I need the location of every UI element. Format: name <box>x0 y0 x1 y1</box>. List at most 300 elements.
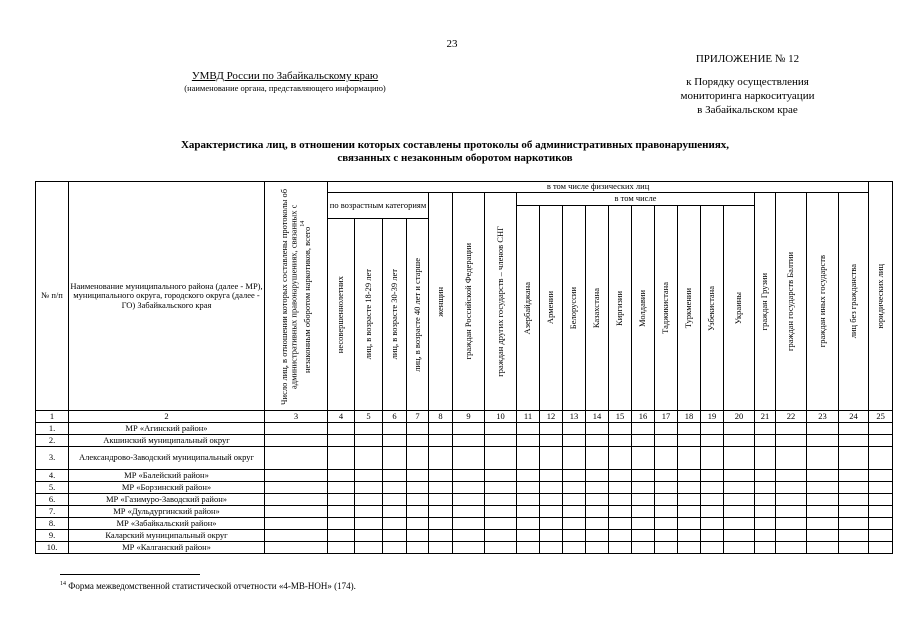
data-cell[interactable] <box>563 506 586 518</box>
header-age-group: по возрастным категориям <box>328 193 429 219</box>
data-cell[interactable] <box>724 542 755 554</box>
data-cell[interactable] <box>485 435 517 447</box>
data-cell[interactable] <box>586 542 609 554</box>
data-cell[interactable] <box>485 530 517 542</box>
data-cell[interactable] <box>839 423 869 435</box>
data-cell[interactable] <box>453 542 485 554</box>
data-cell[interactable] <box>453 447 485 470</box>
data-cell[interactable] <box>586 518 609 530</box>
data-cell[interactable] <box>407 435 429 447</box>
data-cell[interactable] <box>563 494 586 506</box>
data-cell[interactable] <box>839 447 869 470</box>
data-cell[interactable] <box>678 494 701 506</box>
data-cell[interactable] <box>776 435 807 447</box>
data-cell[interactable] <box>517 447 540 470</box>
data-cell[interactable] <box>586 494 609 506</box>
data-cell[interactable] <box>453 423 485 435</box>
data-cell[interactable] <box>807 542 839 554</box>
data-cell[interactable] <box>776 542 807 554</box>
data-cell[interactable] <box>776 530 807 542</box>
header-other: граждан иных государств <box>807 193 839 411</box>
data-cell[interactable] <box>407 470 429 482</box>
data-cell[interactable] <box>755 470 776 482</box>
data-cell[interactable] <box>540 494 563 506</box>
data-cell[interactable] <box>869 542 893 554</box>
data-cell[interactable] <box>755 542 776 554</box>
column-number: 1 <box>36 411 69 423</box>
data-cell[interactable] <box>540 423 563 435</box>
table-row <box>36 423 893 435</box>
data-cell[interactable] <box>776 447 807 470</box>
footnote <box>60 581 356 591</box>
data-cell[interactable] <box>540 506 563 518</box>
data-cell[interactable] <box>632 494 655 506</box>
table-row <box>36 482 893 494</box>
data-cell[interactable] <box>265 506 328 518</box>
column-number: 17 <box>655 411 678 423</box>
data-cell[interactable] <box>355 423 383 435</box>
data-cell[interactable] <box>383 494 407 506</box>
data-cell[interactable] <box>807 494 839 506</box>
data-cell[interactable] <box>453 494 485 506</box>
column-number: 16 <box>632 411 655 423</box>
data-cell[interactable] <box>328 423 355 435</box>
data-cell[interactable] <box>540 447 563 470</box>
data-cell[interactable] <box>655 530 678 542</box>
data-cell[interactable] <box>355 470 383 482</box>
data-cell[interactable] <box>540 482 563 494</box>
data-cell[interactable] <box>429 447 453 470</box>
header-georgia: граждан Грузии <box>755 193 776 411</box>
data-cell[interactable] <box>632 470 655 482</box>
data-cell[interactable] <box>485 470 517 482</box>
page-number: 23 <box>446 38 458 50</box>
data-cell[interactable] <box>869 518 893 530</box>
data-cell[interactable] <box>407 447 429 470</box>
data-cell[interactable] <box>678 518 701 530</box>
data-cell[interactable] <box>701 482 724 494</box>
data-cell[interactable] <box>609 518 632 530</box>
footnote-number: 14 <box>60 581 66 587</box>
data-cell[interactable] <box>755 482 776 494</box>
data-cell[interactable] <box>755 423 776 435</box>
column-number: 24 <box>839 411 869 423</box>
organization-name: УМВД России по Забайкальскому краю <box>191 70 379 82</box>
data-cell[interactable] <box>429 518 453 530</box>
data-cell[interactable] <box>655 482 678 494</box>
data-cell[interactable] <box>429 506 453 518</box>
data-cell[interactable] <box>517 470 540 482</box>
data-cell[interactable] <box>869 494 893 506</box>
organization-block <box>150 70 420 94</box>
data-cell[interactable] <box>407 518 429 530</box>
data-cell[interactable] <box>485 423 517 435</box>
data-cell[interactable] <box>632 482 655 494</box>
data-cell[interactable] <box>701 494 724 506</box>
data-cell[interactable] <box>655 542 678 554</box>
data-cell[interactable] <box>807 435 839 447</box>
column-number: 7 <box>407 411 429 423</box>
data-cell[interactable] <box>540 542 563 554</box>
data-cell[interactable] <box>839 435 869 447</box>
data-cell[interactable] <box>839 542 869 554</box>
appendix-text <box>650 75 845 117</box>
data-cell[interactable] <box>485 447 517 470</box>
data-cell[interactable] <box>755 494 776 506</box>
data-cell[interactable] <box>383 447 407 470</box>
data-cell[interactable] <box>517 435 540 447</box>
data-cell[interactable] <box>265 435 328 447</box>
data-cell[interactable] <box>517 518 540 530</box>
data-cell[interactable] <box>586 530 609 542</box>
data-cell[interactable] <box>609 494 632 506</box>
data-cell[interactable] <box>724 447 755 470</box>
data-cell[interactable] <box>655 470 678 482</box>
data-cell[interactable] <box>517 423 540 435</box>
data-cell[interactable] <box>328 542 355 554</box>
row-number: 8. <box>36 518 69 530</box>
data-cell[interactable] <box>807 530 839 542</box>
column-number: 6 <box>383 411 407 423</box>
column-numbers-row <box>36 411 893 423</box>
data-cell[interactable] <box>407 482 429 494</box>
data-cell[interactable] <box>328 470 355 482</box>
column-number: 11 <box>517 411 540 423</box>
data-cell[interactable] <box>328 435 355 447</box>
data-cell[interactable] <box>540 435 563 447</box>
data-cell[interactable] <box>609 470 632 482</box>
data-cell[interactable] <box>563 447 586 470</box>
data-cell[interactable] <box>869 435 893 447</box>
data-cell[interactable] <box>485 506 517 518</box>
data-cell[interactable] <box>807 423 839 435</box>
data-cell[interactable] <box>632 423 655 435</box>
data-cell[interactable] <box>328 506 355 518</box>
data-cell[interactable] <box>869 530 893 542</box>
header-rf: граждан Российской Федерации <box>453 193 485 411</box>
data-cell[interactable] <box>724 530 755 542</box>
footnote-separator <box>60 574 200 575</box>
data-cell[interactable] <box>265 530 328 542</box>
data-cell[interactable] <box>755 447 776 470</box>
data-cell[interactable] <box>328 530 355 542</box>
column-number: 15 <box>609 411 632 423</box>
data-cell[interactable] <box>724 423 755 435</box>
data-cell[interactable] <box>609 447 632 470</box>
data-cell[interactable] <box>701 435 724 447</box>
data-cell[interactable] <box>383 530 407 542</box>
row-district-name: МР «Забайкальский район» <box>69 518 265 530</box>
statistics-table <box>35 181 893 554</box>
data-cell[interactable] <box>755 435 776 447</box>
data-cell[interactable] <box>586 447 609 470</box>
row-district-name: Акшинский муниципальный округ <box>69 435 265 447</box>
data-cell[interactable] <box>701 542 724 554</box>
column-number: 10 <box>485 411 517 423</box>
header-ukraine: Украины <box>724 206 755 411</box>
data-cell[interactable] <box>586 470 609 482</box>
table-row <box>36 542 893 554</box>
data-cell[interactable] <box>328 447 355 470</box>
header-age-18-29: лиц, в возрасте 18-29 лет <box>355 219 383 411</box>
data-cell[interactable] <box>776 470 807 482</box>
data-cell[interactable] <box>328 482 355 494</box>
data-cell[interactable] <box>517 506 540 518</box>
data-cell[interactable] <box>355 494 383 506</box>
data-cell[interactable] <box>383 542 407 554</box>
data-cell[interactable] <box>755 530 776 542</box>
data-cell[interactable] <box>678 542 701 554</box>
data-cell[interactable] <box>869 506 893 518</box>
column-number: 12 <box>540 411 563 423</box>
data-cell[interactable] <box>563 518 586 530</box>
row-number: 6. <box>36 494 69 506</box>
data-cell[interactable] <box>265 470 328 482</box>
column-number: 23 <box>807 411 839 423</box>
data-cell[interactable] <box>383 518 407 530</box>
data-cell[interactable] <box>517 542 540 554</box>
column-number: 14 <box>586 411 609 423</box>
data-cell[interactable] <box>383 423 407 435</box>
data-cell[interactable] <box>586 482 609 494</box>
data-cell[interactable] <box>807 482 839 494</box>
data-cell[interactable] <box>655 494 678 506</box>
data-cell[interactable] <box>632 518 655 530</box>
data-cell[interactable] <box>517 482 540 494</box>
data-cell[interactable] <box>655 506 678 518</box>
document-title <box>60 139 850 165</box>
data-cell[interactable] <box>265 447 328 470</box>
data-cell[interactable] <box>563 470 586 482</box>
data-cell[interactable] <box>563 530 586 542</box>
data-cell[interactable] <box>678 530 701 542</box>
column-number: 18 <box>678 411 701 423</box>
data-cell[interactable] <box>776 506 807 518</box>
data-cell[interactable] <box>429 423 453 435</box>
data-cell[interactable] <box>839 530 869 542</box>
data-cell[interactable] <box>485 542 517 554</box>
data-cell[interactable] <box>355 530 383 542</box>
data-cell[interactable] <box>701 518 724 530</box>
data-cell[interactable] <box>328 494 355 506</box>
data-cell[interactable] <box>655 423 678 435</box>
row-district-name: Александрово-Заводский муниципальный округ <box>69 447 265 470</box>
data-cell[interactable] <box>776 518 807 530</box>
header-tajikistan: Таджикистана <box>655 206 678 411</box>
data-cell[interactable] <box>678 482 701 494</box>
data-cell[interactable] <box>724 518 755 530</box>
data-cell[interactable] <box>632 542 655 554</box>
title-line: связанных с незаконным оборотом наркотиков <box>337 152 573 164</box>
data-cell[interactable] <box>265 542 328 554</box>
data-cell[interactable] <box>807 470 839 482</box>
data-cell[interactable] <box>355 506 383 518</box>
data-cell[interactable] <box>429 435 453 447</box>
appendix-line: в Забайкальском крае <box>697 104 798 116</box>
data-cell[interactable] <box>755 506 776 518</box>
data-cell[interactable] <box>678 447 701 470</box>
row-district-name: МР «Калганский район» <box>69 542 265 554</box>
data-cell[interactable] <box>355 447 383 470</box>
data-cell[interactable] <box>517 530 540 542</box>
data-cell[interactable] <box>586 435 609 447</box>
data-cell[interactable] <box>724 506 755 518</box>
row-district-name: Каларский муниципальный округ <box>69 530 265 542</box>
data-cell[interactable] <box>517 494 540 506</box>
data-cell[interactable] <box>655 518 678 530</box>
data-cell[interactable] <box>701 470 724 482</box>
data-cell[interactable] <box>701 447 724 470</box>
data-cell[interactable] <box>383 470 407 482</box>
data-cell[interactable] <box>540 470 563 482</box>
data-cell[interactable] <box>355 482 383 494</box>
data-cell[interactable] <box>355 435 383 447</box>
data-cell[interactable] <box>540 518 563 530</box>
data-cell[interactable] <box>429 542 453 554</box>
data-cell[interactable] <box>407 423 429 435</box>
data-cell[interactable] <box>609 435 632 447</box>
row-number: 7. <box>36 506 69 518</box>
data-cell[interactable] <box>563 542 586 554</box>
data-cell[interactable] <box>724 482 755 494</box>
column-number: 4 <box>328 411 355 423</box>
data-cell[interactable] <box>265 482 328 494</box>
data-cell[interactable] <box>609 542 632 554</box>
data-cell[interactable] <box>563 482 586 494</box>
header-uzbekistan: Узбекистана <box>701 206 724 411</box>
data-cell[interactable] <box>869 482 893 494</box>
header-district: Наименование муниципального района (далее - МР), муниципального округа, городского округа (далее - ГО) Забайкальского края <box>69 182 265 411</box>
header-num: № п/п <box>36 182 69 411</box>
data-cell[interactable] <box>453 435 485 447</box>
data-cell[interactable] <box>355 542 383 554</box>
data-cell[interactable] <box>632 447 655 470</box>
data-cell[interactable] <box>701 423 724 435</box>
data-cell[interactable] <box>265 423 328 435</box>
data-cell[interactable] <box>563 423 586 435</box>
data-cell[interactable] <box>383 506 407 518</box>
data-cell[interactable] <box>453 506 485 518</box>
data-cell[interactable] <box>453 482 485 494</box>
data-cell[interactable] <box>776 482 807 494</box>
data-cell[interactable] <box>678 470 701 482</box>
data-cell[interactable] <box>328 518 355 530</box>
data-cell[interactable] <box>632 435 655 447</box>
column-number: 3 <box>265 411 328 423</box>
data-cell[interactable] <box>755 518 776 530</box>
data-cell[interactable] <box>453 530 485 542</box>
header-including-group: в том числе <box>517 193 755 206</box>
data-cell[interactable] <box>586 423 609 435</box>
data-cell[interactable] <box>655 435 678 447</box>
data-cell[interactable] <box>839 482 869 494</box>
data-cell[interactable] <box>453 518 485 530</box>
data-cell[interactable] <box>807 447 839 470</box>
data-cell[interactable] <box>609 530 632 542</box>
data-cell[interactable] <box>429 482 453 494</box>
data-cell[interactable] <box>678 506 701 518</box>
column-number: 22 <box>776 411 807 423</box>
data-cell[interactable] <box>586 506 609 518</box>
row-district-name: МР «Агинский район» <box>69 423 265 435</box>
header-baltic: граждан государств Балтии <box>776 193 807 411</box>
data-cell[interactable] <box>678 435 701 447</box>
row-number: 9. <box>36 530 69 542</box>
row-district-name: МР «Газимуро-Заводский район» <box>69 494 265 506</box>
row-number: 10. <box>36 542 69 554</box>
data-cell[interactable] <box>655 447 678 470</box>
row-district-name: МР «Дульдургинский район» <box>69 506 265 518</box>
data-cell[interactable] <box>701 530 724 542</box>
data-cell[interactable] <box>632 530 655 542</box>
data-cell[interactable] <box>807 518 839 530</box>
data-cell[interactable] <box>776 494 807 506</box>
header-total: Число лиц, в отношении которых составлены протоколы об административных правонарушениях, связанных с незаконным оборотом наркотиков, всего$^{14}$ <box>265 182 328 411</box>
data-cell[interactable] <box>724 470 755 482</box>
header-age-30-39: лиц, в возрасте 30-39 лет <box>383 219 407 411</box>
table-row <box>36 494 893 506</box>
data-cell[interactable] <box>429 470 453 482</box>
data-cell[interactable] <box>609 423 632 435</box>
row-number: 5. <box>36 482 69 494</box>
header-legal: юридических лиц <box>869 182 893 411</box>
data-cell[interactable] <box>839 470 869 482</box>
data-cell[interactable] <box>485 518 517 530</box>
data-cell[interactable] <box>485 482 517 494</box>
data-cell[interactable] <box>453 470 485 482</box>
data-cell[interactable] <box>609 506 632 518</box>
data-cell[interactable] <box>701 506 724 518</box>
data-cell[interactable] <box>265 494 328 506</box>
data-cell[interactable] <box>540 530 563 542</box>
data-cell[interactable] <box>724 435 755 447</box>
data-cell[interactable] <box>407 542 429 554</box>
data-cell[interactable] <box>383 482 407 494</box>
data-cell[interactable] <box>429 530 453 542</box>
data-cell[interactable] <box>563 435 586 447</box>
data-cell[interactable] <box>839 506 869 518</box>
header-kyrgyzstan: Киргизии <box>609 206 632 411</box>
data-cell[interactable] <box>839 494 869 506</box>
appendix-block <box>650 53 845 117</box>
data-cell[interactable] <box>839 518 869 530</box>
data-cell[interactable] <box>632 506 655 518</box>
data-cell[interactable] <box>869 470 893 482</box>
data-cell[interactable] <box>407 506 429 518</box>
row-number: 4. <box>36 470 69 482</box>
data-cell[interactable] <box>355 518 383 530</box>
data-cell[interactable] <box>609 482 632 494</box>
organization-caption: (наименование органа, представляющего информацию) <box>184 83 386 93</box>
data-cell[interactable] <box>724 494 755 506</box>
title-line: Характеристика лиц, в отношении которых составлены протоколы об административных правонарушениях, <box>180 139 730 151</box>
appendix-line: мониторинга наркоситуации <box>680 90 815 102</box>
header-women: женщин <box>429 193 453 411</box>
data-cell[interactable] <box>678 423 701 435</box>
data-cell[interactable] <box>383 435 407 447</box>
data-cell[interactable] <box>429 494 453 506</box>
data-cell[interactable] <box>776 423 807 435</box>
data-cell[interactable] <box>265 518 328 530</box>
data-cell[interactable] <box>407 494 429 506</box>
footnote-text: Форма межведомственной статистической отчетности «4-МВ-НОН» (174). <box>68 581 356 591</box>
data-cell[interactable] <box>407 530 429 542</box>
data-cell[interactable] <box>807 506 839 518</box>
data-cell[interactable] <box>869 423 893 435</box>
data-cell[interactable] <box>869 447 893 470</box>
appendix-line: к Порядку осуществления <box>686 76 809 88</box>
data-cell[interactable] <box>485 494 517 506</box>
